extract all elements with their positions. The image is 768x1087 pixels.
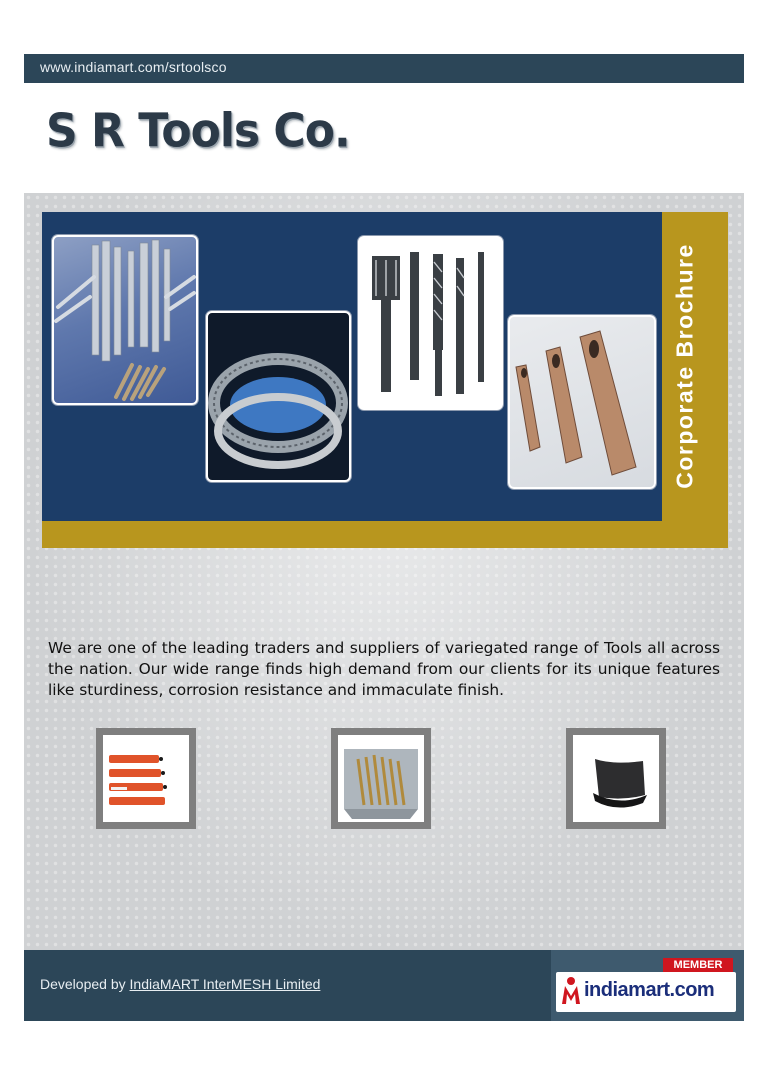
product-thumb-drill-set[interactable]: [331, 728, 431, 829]
developed-by-label: Developed by: [40, 976, 126, 992]
developer-credit: [40, 976, 320, 992]
brochure-page: [24, 54, 744, 1021]
content-area: [24, 193, 744, 950]
product-photo-bandsaw: [206, 311, 351, 482]
banner-photo-panel: [42, 212, 662, 521]
footer-bar: [24, 950, 744, 1021]
company-description: We are one of the leading traders and suppliers of variegated range of Tools all across the nation. Our wide range finds high demand from our clients for its unique features like sturdiness, corrosion resistance and immaculate finish.: [48, 639, 720, 700]
product-thumb-hacksaw-blades[interactable]: [96, 728, 196, 829]
product-photo-reamers: [358, 236, 503, 410]
product-photo-sleeves: [508, 315, 656, 489]
developer-link[interactable]: IndiaMART InterMESH Limited: [129, 976, 321, 992]
header-bar: [24, 54, 744, 83]
product-thumb-rubber-sheet[interactable]: [566, 728, 666, 829]
banner-side-label: Corporate Brochure: [671, 243, 698, 489]
badge-box: [556, 972, 736, 1012]
badge-brand: indiamart.com: [584, 979, 715, 1001]
company-logo: S R Tools Co.: [46, 104, 350, 159]
corporate-banner: [42, 212, 728, 548]
member-badge[interactable]: [551, 950, 744, 1021]
product-photo-rods: [52, 235, 198, 405]
site-url[interactable]: www.indiamart.com/srtoolsco: [40, 59, 227, 75]
indiamart-logo-icon: [561, 976, 581, 1006]
member-label: MEMBER: [663, 958, 733, 973]
